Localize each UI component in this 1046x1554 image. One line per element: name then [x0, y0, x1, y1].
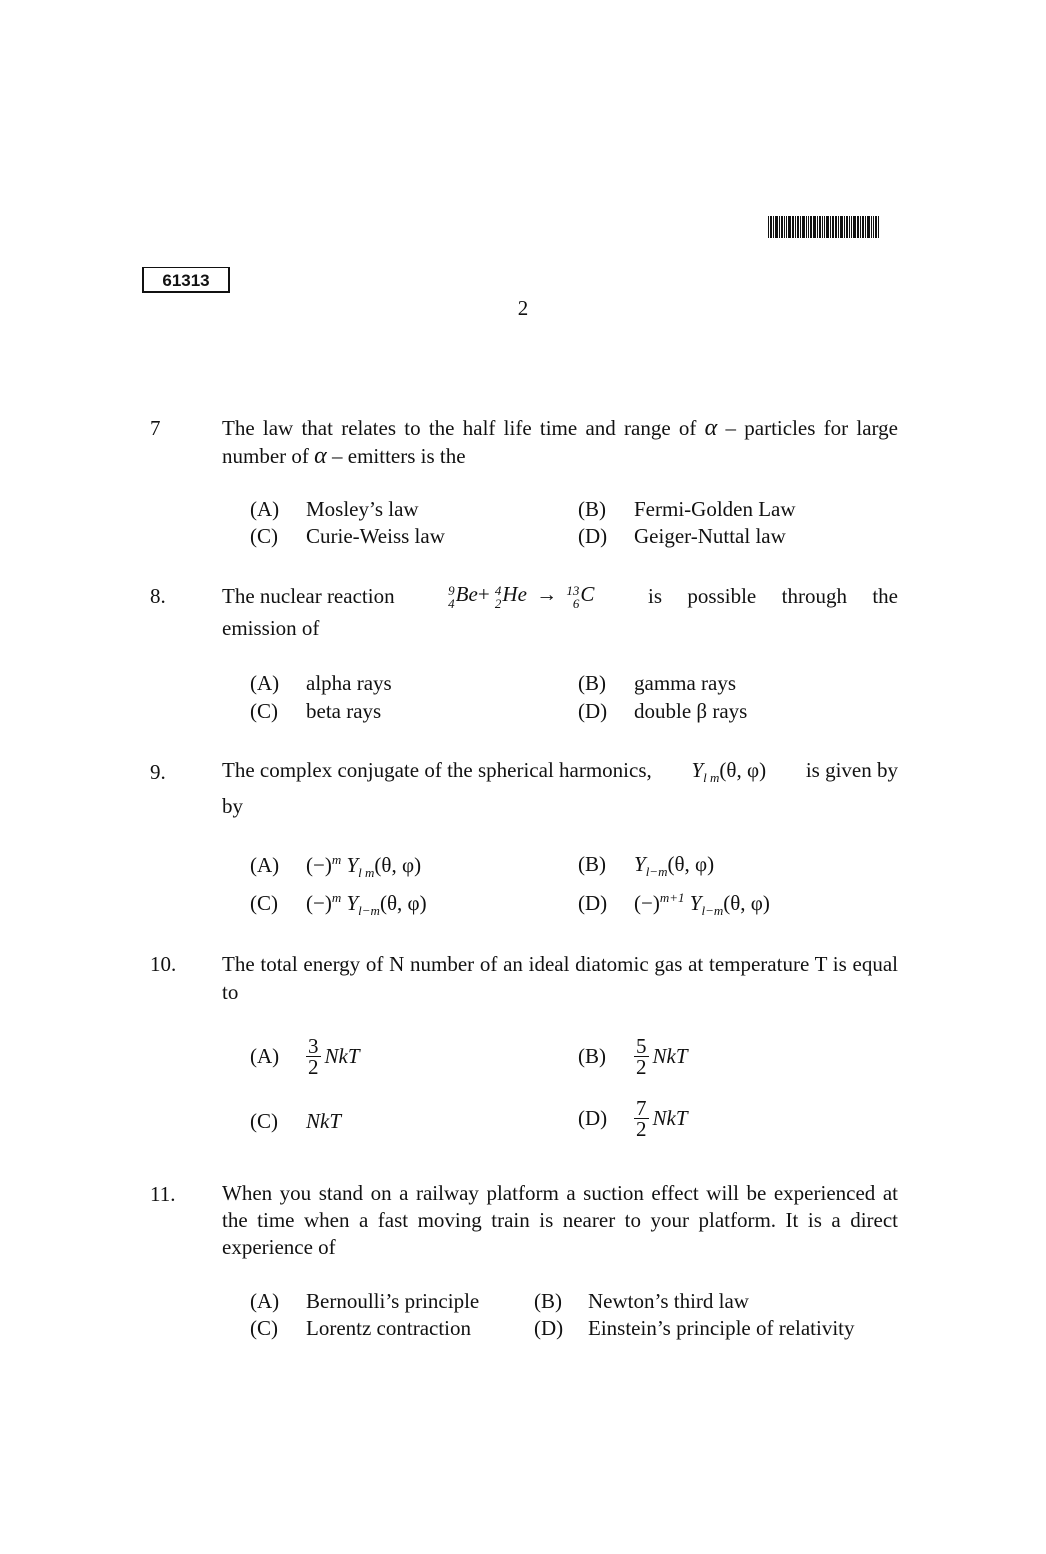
option-c[interactable]: (C) NkT	[250, 1109, 342, 1133]
option-b[interactable]: (B) gamma rays	[578, 671, 737, 695]
nuclear-reaction: 9 4 Be+ 4 2 He → 13 6 C	[448, 582, 595, 611]
page-number: 2	[517, 296, 529, 320]
option-a[interactable]: (A) $(-)^m$ $Y_{l m}(\theta$, φ)	[250, 852, 422, 881]
question-number: 10.	[150, 952, 177, 976]
spherical-harmonic: $Y_{l m}(\theta$, φ)	[691, 758, 767, 786]
question-number: 9.	[150, 760, 166, 784]
option-c[interactable]: (C) Lorentz contraction	[250, 1316, 472, 1340]
question-text: The law that relates to the half life time and range of α – particles for large number of α – emitters is the	[222, 415, 898, 469]
question-text-line: The nuclear reaction 9 4 Be+ 4 2 He → 13 6 C is possible through the	[222, 582, 898, 611]
option-d[interactable]: (D) Geiger-Nuttal law	[578, 524, 786, 548]
option-a[interactable]: (A) $\frac{3}{2}$ NkT	[250, 1034, 360, 1079]
barcode	[768, 216, 906, 238]
option-b[interactable]: (B) $Y_{l-m}(\theta$, φ)	[578, 852, 715, 880]
option-a[interactable]: (A) Mosley’s law	[250, 497, 419, 521]
question-text: The total energy of N number of an ideal diatomic gas at temperature T is equal to	[222, 952, 898, 1004]
question-text-line: The complex conjugate of the spherical harmonics, $Y_{l m}(\theta$, φ) is given by	[222, 758, 898, 786]
option-d[interactable]: (D) $\frac{7}{2}$ NkT	[578, 1096, 688, 1141]
option-c[interactable]: (C) beta rays	[250, 699, 382, 723]
question-text-wrap: emission of	[222, 616, 320, 640]
paper-code: 61313	[142, 267, 230, 293]
question-text-wrap: by	[222, 794, 243, 818]
option-d[interactable]: (D) double β rays	[578, 699, 748, 723]
question-text-rest: is possible through the	[648, 583, 898, 608]
question-number: 11.	[150, 1182, 176, 1206]
option-c[interactable]: (C) $(-)^m$ $Y_{l-m}(\theta$, φ)	[250, 890, 427, 919]
option-a[interactable]: (A) alpha rays	[250, 671, 392, 695]
option-d[interactable]: (D) $(-)^{m+1}$ $Y_{l-m}(\theta$, φ)	[578, 890, 770, 919]
question-number: 7	[150, 416, 161, 440]
question-text: When you stand on a railway platform a suction effect will be experienced at the time when a fast moving train is nearer to your platform. It is a direct experience of	[222, 1181, 898, 1259]
question-number: 8.	[150, 584, 166, 608]
option-b[interactable]: (B) Newton’s third law	[534, 1289, 749, 1313]
option-b[interactable]: (B) $\frac{5}{2}$ NkT	[578, 1034, 688, 1079]
option-c[interactable]: (C) Curie-Weiss law	[250, 524, 445, 548]
option-d[interactable]: (D) Einstein’s principle of relativity	[534, 1316, 855, 1340]
option-a[interactable]: (A) Bernoulli’s principle	[250, 1289, 480, 1313]
option-b[interactable]: (B) Fermi-Golden Law	[578, 497, 796, 521]
